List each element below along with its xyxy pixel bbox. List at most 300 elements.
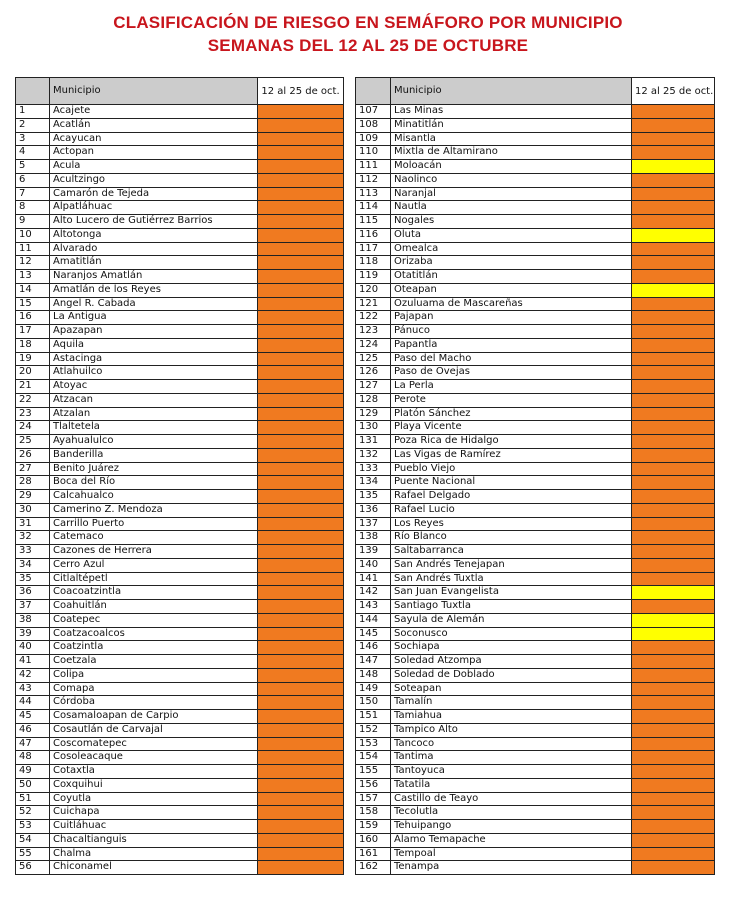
table-row <box>16 682 344 696</box>
municipio-name: Atlahuilco <box>50 366 258 380</box>
municipio-name: Boca del Río <box>50 476 258 490</box>
risk-color-cell <box>258 407 344 421</box>
table-row <box>356 283 715 297</box>
risk-color-cell <box>632 820 715 834</box>
table-row <box>356 861 715 875</box>
table-header-row <box>16 78 344 105</box>
table-row <box>16 778 344 792</box>
municipio-name: Minatitlán <box>391 118 632 132</box>
row-number: 16 <box>16 311 50 325</box>
table-row <box>16 627 344 641</box>
table-row <box>16 421 344 435</box>
municipio-name: Coahuitlán <box>50 600 258 614</box>
table-row <box>16 586 344 600</box>
municipio-name: Puente Nacional <box>391 476 632 490</box>
municipio-name: Cosoleacaque <box>50 751 258 765</box>
row-number: 143 <box>356 600 391 614</box>
table-row <box>356 833 715 847</box>
risk-color-cell <box>258 448 344 462</box>
row-number: 128 <box>356 393 391 407</box>
table-row <box>16 806 344 820</box>
risk-color-cell <box>632 792 715 806</box>
table-row <box>356 160 715 174</box>
risk-color-cell <box>258 641 344 655</box>
risk-color-cell <box>632 751 715 765</box>
municipio-name: Rafael Lucio <box>391 503 632 517</box>
municipio-name: La Antigua <box>50 311 258 325</box>
header-number-cell <box>356 78 391 105</box>
table-row <box>356 696 715 710</box>
risk-color-cell <box>258 476 344 490</box>
table-row <box>356 668 715 682</box>
row-number: 7 <box>16 187 50 201</box>
table-row <box>16 325 344 339</box>
risk-color-cell <box>632 297 715 311</box>
table-row <box>16 228 344 242</box>
table-row <box>356 572 715 586</box>
table-row <box>356 105 715 119</box>
risk-color-cell <box>258 105 344 119</box>
municipio-name: Castillo de Teayo <box>391 792 632 806</box>
row-number: 120 <box>356 283 391 297</box>
table-row <box>356 545 715 559</box>
row-number: 116 <box>356 228 391 242</box>
risk-color-cell <box>258 132 344 146</box>
risk-color-cell <box>632 737 715 751</box>
table-row <box>356 737 715 751</box>
municipio-name: Calcahualco <box>50 490 258 504</box>
table-row <box>356 187 715 201</box>
row-number: 130 <box>356 421 391 435</box>
row-number: 48 <box>16 751 50 765</box>
table-row <box>356 655 715 669</box>
table-row <box>356 242 715 256</box>
row-number: 126 <box>356 366 391 380</box>
risk-color-cell <box>258 806 344 820</box>
row-number: 9 <box>16 215 50 229</box>
row-number: 44 <box>16 696 50 710</box>
row-number: 6 <box>16 173 50 187</box>
table-row <box>16 531 344 545</box>
table-row <box>16 297 344 311</box>
row-number: 3 <box>16 132 50 146</box>
risk-color-cell <box>632 558 715 572</box>
table-row <box>356 393 715 407</box>
risk-color-cell <box>258 820 344 834</box>
risk-color-cell <box>632 833 715 847</box>
row-number: 46 <box>16 723 50 737</box>
risk-color-cell <box>632 270 715 284</box>
risk-color-cell <box>258 421 344 435</box>
municipio-name: Tancoco <box>391 737 632 751</box>
municipio-name: Cazones de Herrera <box>50 545 258 559</box>
row-number: 20 <box>16 366 50 380</box>
row-number: 38 <box>16 613 50 627</box>
row-number: 42 <box>16 668 50 682</box>
risk-color-cell <box>258 201 344 215</box>
header-periodo: 12 al 25 de oct. <box>632 78 715 105</box>
row-number: 30 <box>16 503 50 517</box>
municipio-name: Coxquihui <box>50 778 258 792</box>
row-number: 127 <box>356 380 391 394</box>
table-row <box>16 393 344 407</box>
table-row <box>16 503 344 517</box>
table-row <box>16 448 344 462</box>
municipio-name: Tatatila <box>391 778 632 792</box>
row-number: 133 <box>356 462 391 476</box>
municipio-name: Comapa <box>50 682 258 696</box>
risk-color-cell <box>258 668 344 682</box>
row-number: 124 <box>356 338 391 352</box>
municipio-name: Alpatláhuac <box>50 201 258 215</box>
municipio-name: Pueblo Viejo <box>391 462 632 476</box>
municipios-table-right <box>355 77 715 875</box>
risk-color-cell <box>258 517 344 531</box>
row-number: 147 <box>356 655 391 669</box>
row-number: 153 <box>356 737 391 751</box>
row-number: 19 <box>16 352 50 366</box>
table-row <box>356 201 715 215</box>
municipio-name: Río Blanco <box>391 531 632 545</box>
municipio-name: Cuichapa <box>50 806 258 820</box>
municipio-name: Ayahualulco <box>50 435 258 449</box>
table-row <box>356 476 715 490</box>
municipio-name: Naranjos Amatlán <box>50 270 258 284</box>
municipio-name: Angel R. Cabada <box>50 297 258 311</box>
table-row <box>16 476 344 490</box>
row-number: 5 <box>16 160 50 174</box>
table-row <box>356 215 715 229</box>
header-municipio: Municipio <box>391 78 632 105</box>
risk-color-cell <box>258 545 344 559</box>
table-row <box>16 283 344 297</box>
table-row <box>16 338 344 352</box>
row-number: 1 <box>16 105 50 119</box>
row-number: 117 <box>356 242 391 256</box>
table-row <box>356 778 715 792</box>
municipio-name: Tamalín <box>391 696 632 710</box>
table-row <box>356 435 715 449</box>
table-row <box>356 531 715 545</box>
municipio-name: Nautla <box>391 201 632 215</box>
row-number: 33 <box>16 545 50 559</box>
risk-color-cell <box>632 146 715 160</box>
row-number: 139 <box>356 545 391 559</box>
risk-color-cell <box>258 352 344 366</box>
table-row <box>16 435 344 449</box>
row-number: 150 <box>356 696 391 710</box>
row-number: 40 <box>16 641 50 655</box>
risk-color-cell <box>258 751 344 765</box>
table-body-left <box>16 105 344 875</box>
risk-color-cell <box>632 173 715 187</box>
municipio-name: Banderilla <box>50 448 258 462</box>
risk-color-cell <box>258 558 344 572</box>
row-number: 23 <box>16 407 50 421</box>
risk-color-cell <box>258 338 344 352</box>
municipio-name: Tenampa <box>391 861 632 875</box>
municipio-name: Tempoal <box>391 847 632 861</box>
table-row <box>356 407 715 421</box>
risk-color-cell <box>632 641 715 655</box>
table-row <box>16 187 344 201</box>
table-row <box>356 723 715 737</box>
municipio-name: Naranjal <box>391 187 632 201</box>
risk-color-cell <box>632 407 715 421</box>
municipio-name: Acayucan <box>50 132 258 146</box>
risk-color-cell <box>632 435 715 449</box>
row-number: 11 <box>16 242 50 256</box>
risk-color-cell <box>632 201 715 215</box>
municipio-name: Omealca <box>391 242 632 256</box>
risk-color-cell <box>632 613 715 627</box>
municipio-name: Poza Rica de Hidalgo <box>391 435 632 449</box>
table-row <box>356 613 715 627</box>
table-row <box>16 710 344 724</box>
row-number: 10 <box>16 228 50 242</box>
risk-color-cell <box>258 490 344 504</box>
municipio-name: Cerro Azul <box>50 558 258 572</box>
row-number: 110 <box>356 146 391 160</box>
table-row <box>356 517 715 531</box>
risk-color-cell <box>632 448 715 462</box>
risk-color-cell <box>258 655 344 669</box>
municipio-name: Perote <box>391 393 632 407</box>
row-number: 137 <box>356 517 391 531</box>
risk-color-cell <box>632 160 715 174</box>
table-row <box>356 311 715 325</box>
municipio-name: Atzalan <box>50 407 258 421</box>
row-number: 119 <box>356 270 391 284</box>
row-number: 154 <box>356 751 391 765</box>
table-row <box>356 586 715 600</box>
table-header-row <box>356 78 715 105</box>
risk-color-cell <box>632 531 715 545</box>
row-number: 112 <box>356 173 391 187</box>
municipio-name: Coatzintla <box>50 641 258 655</box>
risk-color-cell <box>632 242 715 256</box>
risk-color-cell <box>258 160 344 174</box>
table-row <box>356 228 715 242</box>
risk-color-cell <box>632 380 715 394</box>
table-row <box>16 242 344 256</box>
municipio-name: Platón Sánchez <box>391 407 632 421</box>
row-number: 14 <box>16 283 50 297</box>
municipio-name: Las Minas <box>391 105 632 119</box>
row-number: 136 <box>356 503 391 517</box>
table-row <box>356 448 715 462</box>
risk-color-cell <box>258 710 344 724</box>
risk-color-cell <box>258 778 344 792</box>
row-number: 8 <box>16 201 50 215</box>
row-number: 52 <box>16 806 50 820</box>
row-number: 31 <box>16 517 50 531</box>
row-number: 138 <box>356 531 391 545</box>
risk-color-cell <box>632 105 715 119</box>
table-row <box>16 118 344 132</box>
row-number: 47 <box>16 737 50 751</box>
municipio-name: Las Vigas de Ramírez <box>391 448 632 462</box>
municipio-name: Amatlán de los Reyes <box>50 283 258 297</box>
risk-color-cell <box>632 228 715 242</box>
table-row <box>356 627 715 641</box>
risk-color-cell <box>632 627 715 641</box>
row-number: 35 <box>16 572 50 586</box>
table-row <box>16 270 344 284</box>
row-number: 15 <box>16 297 50 311</box>
row-number: 32 <box>16 531 50 545</box>
municipio-name: Tampico Alto <box>391 723 632 737</box>
table-row <box>356 366 715 380</box>
table-row <box>356 490 715 504</box>
municipio-name: Rafael Delgado <box>391 490 632 504</box>
table-row <box>356 270 715 284</box>
municipio-name: San Juan Evangelista <box>391 586 632 600</box>
table-row <box>16 572 344 586</box>
row-number: 155 <box>356 765 391 779</box>
risk-color-cell <box>632 655 715 669</box>
municipio-name: Cosautlán de Carvajal <box>50 723 258 737</box>
table-row <box>356 421 715 435</box>
risk-color-cell <box>258 503 344 517</box>
row-number: 41 <box>16 655 50 669</box>
municipios-table-left <box>15 77 344 875</box>
row-number: 39 <box>16 627 50 641</box>
municipio-name: Álamo Temapache <box>391 833 632 847</box>
risk-color-cell <box>632 476 715 490</box>
risk-color-cell <box>632 668 715 682</box>
municipio-name: Acatlán <box>50 118 258 132</box>
row-number: 12 <box>16 256 50 270</box>
municipio-name: Atzacan <box>50 393 258 407</box>
municipio-name: Alto Lucero de Gutiérrez Barrios <box>50 215 258 229</box>
risk-color-cell <box>632 462 715 476</box>
row-number: 134 <box>356 476 391 490</box>
table-row <box>356 847 715 861</box>
risk-color-cell <box>632 283 715 297</box>
table-row <box>16 173 344 187</box>
risk-color-cell <box>258 270 344 284</box>
table-row <box>356 682 715 696</box>
risk-color-cell <box>258 256 344 270</box>
municipio-name: Ozuluama de Mascareñas <box>391 297 632 311</box>
municipio-name: Tamiahua <box>391 710 632 724</box>
risk-color-cell <box>632 187 715 201</box>
row-number: 146 <box>356 641 391 655</box>
row-number: 131 <box>356 435 391 449</box>
header-municipio: Municipio <box>50 78 258 105</box>
municipio-name: Orizaba <box>391 256 632 270</box>
risk-color-cell <box>258 118 344 132</box>
row-number: 108 <box>356 118 391 132</box>
municipio-name: Córdoba <box>50 696 258 710</box>
table-row <box>356 558 715 572</box>
municipio-name: Sayula de Alemán <box>391 613 632 627</box>
municipio-name: Tantoyuca <box>391 765 632 779</box>
row-number: 122 <box>356 311 391 325</box>
municipio-name: Misantla <box>391 132 632 146</box>
risk-color-cell <box>258 586 344 600</box>
table-row <box>16 146 344 160</box>
risk-color-cell <box>258 173 344 187</box>
municipio-name: Coscomatepec <box>50 737 258 751</box>
row-number: 125 <box>356 352 391 366</box>
municipio-name: Oteapan <box>391 283 632 297</box>
table-row <box>16 256 344 270</box>
risk-color-cell <box>258 682 344 696</box>
municipio-name: Carrillo Puerto <box>50 517 258 531</box>
risk-color-cell <box>258 215 344 229</box>
risk-color-cell <box>258 723 344 737</box>
risk-color-cell <box>258 696 344 710</box>
row-number: 115 <box>356 215 391 229</box>
risk-color-cell <box>632 490 715 504</box>
risk-color-cell <box>632 723 715 737</box>
table-row <box>356 352 715 366</box>
row-number: 159 <box>356 820 391 834</box>
risk-color-cell <box>632 215 715 229</box>
table-row <box>16 517 344 531</box>
table-row <box>16 366 344 380</box>
risk-color-cell <box>258 146 344 160</box>
municipio-name: Papantla <box>391 338 632 352</box>
risk-color-cell <box>258 613 344 627</box>
row-number: 107 <box>356 105 391 119</box>
table-row <box>356 641 715 655</box>
table-row <box>16 792 344 806</box>
risk-color-cell <box>632 710 715 724</box>
row-number: 36 <box>16 586 50 600</box>
risk-color-cell <box>258 847 344 861</box>
row-number: 152 <box>356 723 391 737</box>
risk-color-cell <box>632 311 715 325</box>
row-number: 29 <box>16 490 50 504</box>
row-number: 118 <box>356 256 391 270</box>
table-row <box>16 545 344 559</box>
municipio-name: Otatitlán <box>391 270 632 284</box>
row-number: 18 <box>16 338 50 352</box>
risk-color-cell <box>632 778 715 792</box>
municipio-name: Cuitláhuac <box>50 820 258 834</box>
risk-color-cell <box>632 696 715 710</box>
risk-color-cell <box>258 228 344 242</box>
row-number: 21 <box>16 380 50 394</box>
row-number: 132 <box>356 448 391 462</box>
document-title: CLASIFICACIÓN DE RIESGO EN SEMÁFORO POR MUNICIPIO <box>113 13 623 32</box>
row-number: 111 <box>356 160 391 174</box>
municipio-name: Citlaltépetl <box>50 572 258 586</box>
municipio-name: Naolinco <box>391 173 632 187</box>
document-subtitle: SEMANAS DEL 12 AL 25 DE OCTUBRE <box>207 36 529 55</box>
municipio-name: Coyutla <box>50 792 258 806</box>
municipio-name: Astacinga <box>50 352 258 366</box>
row-number: 129 <box>356 407 391 421</box>
table-row <box>16 201 344 215</box>
row-number: 149 <box>356 682 391 696</box>
risk-color-cell <box>258 737 344 751</box>
risk-color-cell <box>258 792 344 806</box>
risk-color-cell <box>258 366 344 380</box>
municipio-name: Santiago Tuxtla <box>391 600 632 614</box>
risk-color-cell <box>632 338 715 352</box>
risk-color-cell <box>258 283 344 297</box>
table-row <box>356 765 715 779</box>
municipio-name: Apazapan <box>50 325 258 339</box>
table-row <box>16 833 344 847</box>
municipio-name: Soledad de Doblado <box>391 668 632 682</box>
risk-color-cell <box>258 242 344 256</box>
table-row <box>16 352 344 366</box>
